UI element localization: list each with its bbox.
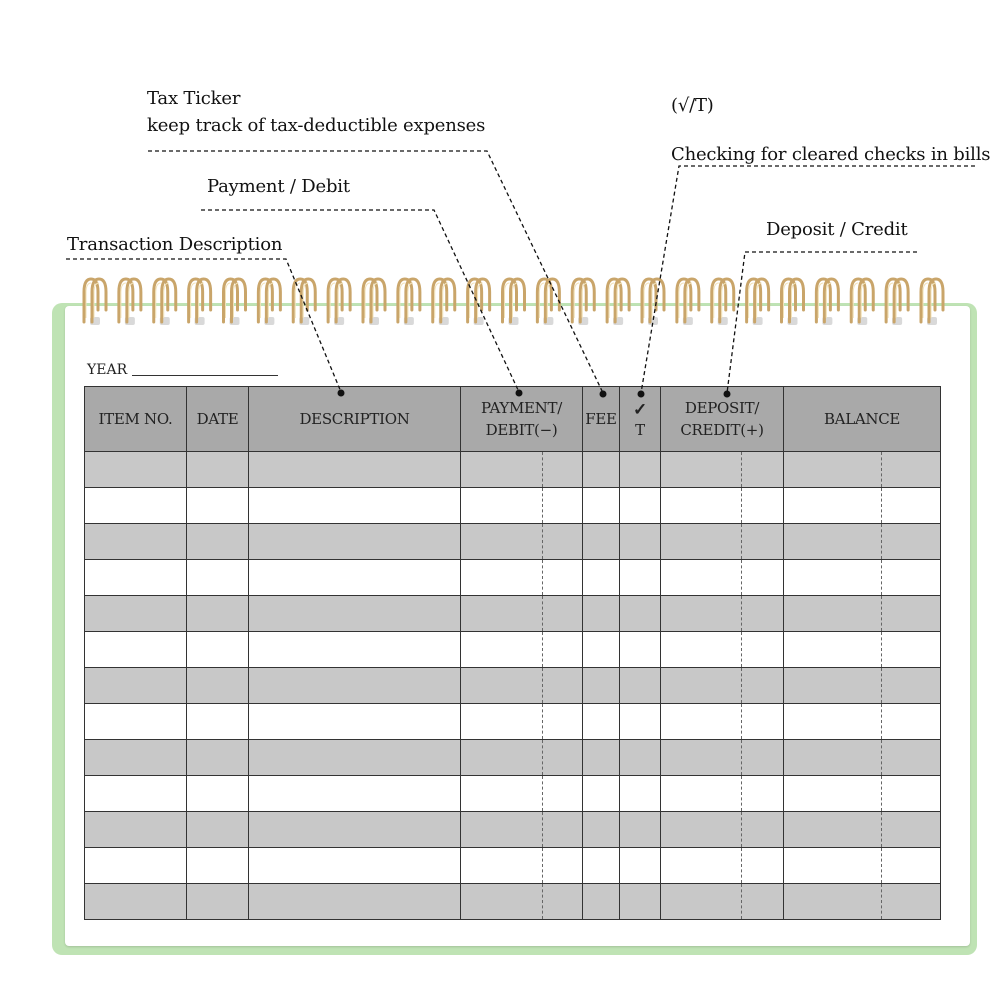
cell-payment-dollars[interactable]	[461, 704, 543, 740]
cell-deposit-cents[interactable]	[742, 776, 784, 812]
payment-debit-label: Payment / Debit	[207, 176, 350, 197]
cell-balance-cents[interactable]	[882, 740, 941, 776]
table-row	[85, 884, 941, 920]
cell-deposit-cents[interactable]	[742, 560, 784, 596]
cell-payment-cents[interactable]	[543, 812, 583, 848]
cell-payment-cents[interactable]	[543, 560, 583, 596]
cell-date[interactable]	[187, 704, 249, 740]
cell-payment-dollars[interactable]	[461, 488, 543, 524]
cell-payment-cents[interactable]	[543, 488, 583, 524]
cell-balance-cents[interactable]	[882, 452, 941, 488]
cell-balance-dollars[interactable]	[784, 704, 882, 740]
cell-fee[interactable]	[583, 668, 620, 704]
table-row	[85, 704, 941, 740]
cell-item-no[interactable]	[85, 488, 187, 524]
cell-item-no[interactable]	[85, 740, 187, 776]
cell-date[interactable]	[187, 740, 249, 776]
cell-deposit-cents[interactable]	[742, 848, 784, 884]
cell-balance-cents[interactable]	[882, 632, 941, 668]
cell-payment-cents[interactable]	[543, 740, 583, 776]
cell-check[interactable]	[620, 668, 661, 704]
cell-date[interactable]	[187, 884, 249, 920]
check-register-table	[84, 386, 941, 920]
cell-deposit-dollars[interactable]	[661, 452, 742, 488]
cell-balance-cents[interactable]	[882, 776, 941, 812]
cell-date[interactable]	[187, 596, 249, 632]
cell-check[interactable]	[620, 488, 661, 524]
cell-balance-cents[interactable]	[882, 812, 941, 848]
callout-leaders	[0, 0, 1000, 420]
cell-payment-cents[interactable]	[543, 452, 583, 488]
cell-deposit-cents[interactable]	[742, 740, 784, 776]
cell-balance-dollars[interactable]	[784, 524, 882, 560]
leader-dot-check	[638, 391, 645, 398]
cell-balance-dollars[interactable]	[784, 740, 882, 776]
tax-ticker-subtitle: keep track of tax-deductible expenses	[147, 115, 486, 136]
cell-deposit-dollars[interactable]	[661, 560, 742, 596]
cell-deposit-dollars[interactable]	[661, 740, 742, 776]
cell-date[interactable]	[187, 848, 249, 884]
cell-payment-cents[interactable]	[543, 524, 583, 560]
cell-item-no[interactable]	[85, 452, 187, 488]
cell-balance-cents[interactable]	[882, 596, 941, 632]
cell-date[interactable]	[187, 524, 249, 560]
cell-deposit-dollars[interactable]	[661, 524, 742, 560]
header-date: DATE	[187, 387, 249, 452]
cell-item-no[interactable]	[85, 596, 187, 632]
cell-payment-cents[interactable]	[543, 704, 583, 740]
cell-payment-cents[interactable]	[543, 848, 583, 884]
cell-fee[interactable]	[583, 488, 620, 524]
cell-fee[interactable]	[583, 704, 620, 740]
cell-check[interactable]	[620, 812, 661, 848]
cell-date[interactable]	[187, 488, 249, 524]
leader-deposit	[727, 252, 917, 393]
cell-date[interactable]	[187, 776, 249, 812]
cell-deposit-dollars[interactable]	[661, 668, 742, 704]
cell-balance-dollars[interactable]	[784, 848, 882, 884]
header-item-no: ITEM NO.	[85, 387, 187, 452]
cell-description[interactable]	[249, 740, 461, 776]
cell-payment-dollars[interactable]	[461, 524, 543, 560]
cell-check[interactable]	[620, 776, 661, 812]
cell-payment-dollars[interactable]	[461, 452, 543, 488]
header-payment-line1: PAYMENT/	[481, 399, 562, 417]
header-balance: BALANCE	[784, 387, 941, 452]
table-row	[85, 488, 941, 524]
cell-item-no[interactable]	[85, 848, 187, 884]
cell-fee[interactable]	[583, 524, 620, 560]
cell-description[interactable]	[249, 560, 461, 596]
cell-balance-dollars[interactable]	[784, 812, 882, 848]
cell-date[interactable]	[187, 812, 249, 848]
cell-payment-dollars[interactable]	[461, 812, 543, 848]
cell-balance-dollars[interactable]	[784, 632, 882, 668]
year-label: YEAR	[87, 362, 128, 378]
cell-item-no[interactable]	[85, 668, 187, 704]
cell-check[interactable]	[620, 848, 661, 884]
cell-balance-cents[interactable]	[882, 488, 941, 524]
cell-payment-dollars[interactable]	[461, 740, 543, 776]
table-row	[85, 596, 941, 632]
cell-balance-dollars[interactable]	[784, 560, 882, 596]
deposit-credit-label: Deposit / Credit	[766, 219, 908, 240]
cell-payment-dollars[interactable]	[461, 884, 543, 920]
cell-payment-dollars[interactable]	[461, 596, 543, 632]
cell-description[interactable]	[249, 776, 461, 812]
header-fee: FEE	[583, 387, 620, 452]
cell-check[interactable]	[620, 704, 661, 740]
cell-deposit-dollars[interactable]	[661, 776, 742, 812]
cell-description[interactable]	[249, 632, 461, 668]
cell-balance-dollars[interactable]	[784, 668, 882, 704]
leader-check	[641, 166, 975, 393]
cell-payment-cents[interactable]	[543, 776, 583, 812]
cell-deposit-dollars[interactable]	[661, 488, 742, 524]
cell-check[interactable]	[620, 884, 661, 920]
cell-date[interactable]	[187, 452, 249, 488]
cell-fee[interactable]	[583, 884, 620, 920]
cell-deposit-cents[interactable]	[742, 596, 784, 632]
cell-item-no[interactable]	[85, 884, 187, 920]
leader-dot-tax	[600, 391, 607, 398]
checkmark-icon: ✓	[633, 400, 647, 420]
transaction-description-label: Transaction Description	[67, 234, 283, 255]
cell-item-no[interactable]	[85, 704, 187, 740]
table-row	[85, 740, 941, 776]
table-row	[85, 812, 941, 848]
table-row	[85, 776, 941, 812]
leader-dot-payment	[516, 390, 523, 397]
cell-payment-dollars[interactable]	[461, 668, 543, 704]
cell-payment-dollars[interactable]	[461, 632, 543, 668]
cell-fee[interactable]	[583, 596, 620, 632]
cell-payment-cents[interactable]	[543, 884, 583, 920]
cell-deposit-cents[interactable]	[742, 884, 784, 920]
header-t: T	[635, 421, 645, 439]
cell-description[interactable]	[249, 452, 461, 488]
cell-balance-cents[interactable]	[882, 668, 941, 704]
cell-description[interactable]	[249, 884, 461, 920]
cell-balance-dollars[interactable]	[784, 488, 882, 524]
cell-payment-dollars[interactable]	[461, 776, 543, 812]
cell-deposit-dollars[interactable]	[661, 884, 742, 920]
cell-deposit-dollars[interactable]	[661, 596, 742, 632]
cell-balance-dollars[interactable]	[784, 884, 882, 920]
header-description: DESCRIPTION	[249, 387, 461, 452]
cell-check[interactable]	[620, 452, 661, 488]
leader-dot-transaction	[338, 390, 345, 397]
leader-tax-ticker	[148, 151, 603, 393]
cell-balance-dollars[interactable]	[784, 452, 882, 488]
cell-item-no[interactable]	[85, 524, 187, 560]
cell-fee[interactable]	[583, 812, 620, 848]
cell-description[interactable]	[249, 668, 461, 704]
cell-balance-cents[interactable]	[882, 524, 941, 560]
cell-balance-cents[interactable]	[882, 560, 941, 596]
cell-fee[interactable]	[583, 848, 620, 884]
cell-date[interactable]	[187, 632, 249, 668]
cell-deposit-cents[interactable]	[742, 632, 784, 668]
cell-item-no[interactable]	[85, 776, 187, 812]
cell-deposit-dollars[interactable]	[661, 704, 742, 740]
table-row	[85, 452, 941, 488]
cell-deposit-dollars[interactable]	[661, 812, 742, 848]
cell-deposit-cents[interactable]	[742, 524, 784, 560]
cell-deposit-cents[interactable]	[742, 452, 784, 488]
cell-deposit-dollars[interactable]	[661, 632, 742, 668]
cell-date[interactable]	[187, 668, 249, 704]
cell-description[interactable]	[249, 848, 461, 884]
ledger-body	[85, 452, 941, 920]
table-row	[85, 632, 941, 668]
cell-fee[interactable]	[583, 632, 620, 668]
cell-description[interactable]	[249, 704, 461, 740]
cell-deposit-dollars[interactable]	[661, 848, 742, 884]
cell-deposit-cents[interactable]	[742, 812, 784, 848]
cell-check[interactable]	[620, 560, 661, 596]
header-deposit-line1: DEPOSIT/	[684, 399, 760, 417]
check-description-label: Checking for cleared checks in bills	[671, 144, 991, 165]
cell-fee[interactable]	[583, 776, 620, 812]
table-row	[85, 560, 941, 596]
header-payment-line2: DEBIT(−)	[485, 421, 558, 439]
cell-payment-cents[interactable]	[543, 632, 583, 668]
cell-payment-dollars[interactable]	[461, 560, 543, 596]
cell-balance-cents[interactable]	[882, 848, 941, 884]
tax-ticker-title: Tax Ticker	[147, 88, 241, 109]
cell-description[interactable]	[249, 524, 461, 560]
cell-item-no[interactable]	[85, 632, 187, 668]
cell-deposit-cents[interactable]	[742, 668, 784, 704]
cell-item-no[interactable]	[85, 560, 187, 596]
cell-check[interactable]	[620, 740, 661, 776]
cell-balance-dollars[interactable]	[784, 776, 882, 812]
cell-check[interactable]	[620, 596, 661, 632]
check-symbol-label: (√/T)	[671, 95, 714, 116]
cell-fee[interactable]	[583, 452, 620, 488]
cell-description[interactable]	[249, 812, 461, 848]
leader-dot-deposit	[724, 391, 731, 398]
cell-description[interactable]	[249, 596, 461, 632]
cell-deposit-cents[interactable]	[742, 704, 784, 740]
cell-check[interactable]	[620, 524, 661, 560]
cell-payment-dollars[interactable]	[461, 848, 543, 884]
cell-check[interactable]	[620, 632, 661, 668]
cell-payment-cents[interactable]	[543, 668, 583, 704]
cell-item-no[interactable]	[85, 812, 187, 848]
cell-description[interactable]	[249, 488, 461, 524]
table-row	[85, 848, 941, 884]
cell-payment-cents[interactable]	[543, 596, 583, 632]
cell-balance-cents[interactable]	[882, 884, 941, 920]
cell-date[interactable]	[187, 560, 249, 596]
cell-deposit-cents[interactable]	[742, 488, 784, 524]
table-row	[85, 524, 941, 560]
table-row	[85, 668, 941, 704]
cell-balance-cents[interactable]	[882, 704, 941, 740]
leader-payment	[201, 210, 519, 392]
header-deposit-line2: CREDIT(+)	[680, 421, 764, 439]
cell-fee[interactable]	[583, 560, 620, 596]
cell-balance-dollars[interactable]	[784, 596, 882, 632]
leader-transaction	[66, 259, 341, 392]
cell-fee[interactable]	[583, 740, 620, 776]
